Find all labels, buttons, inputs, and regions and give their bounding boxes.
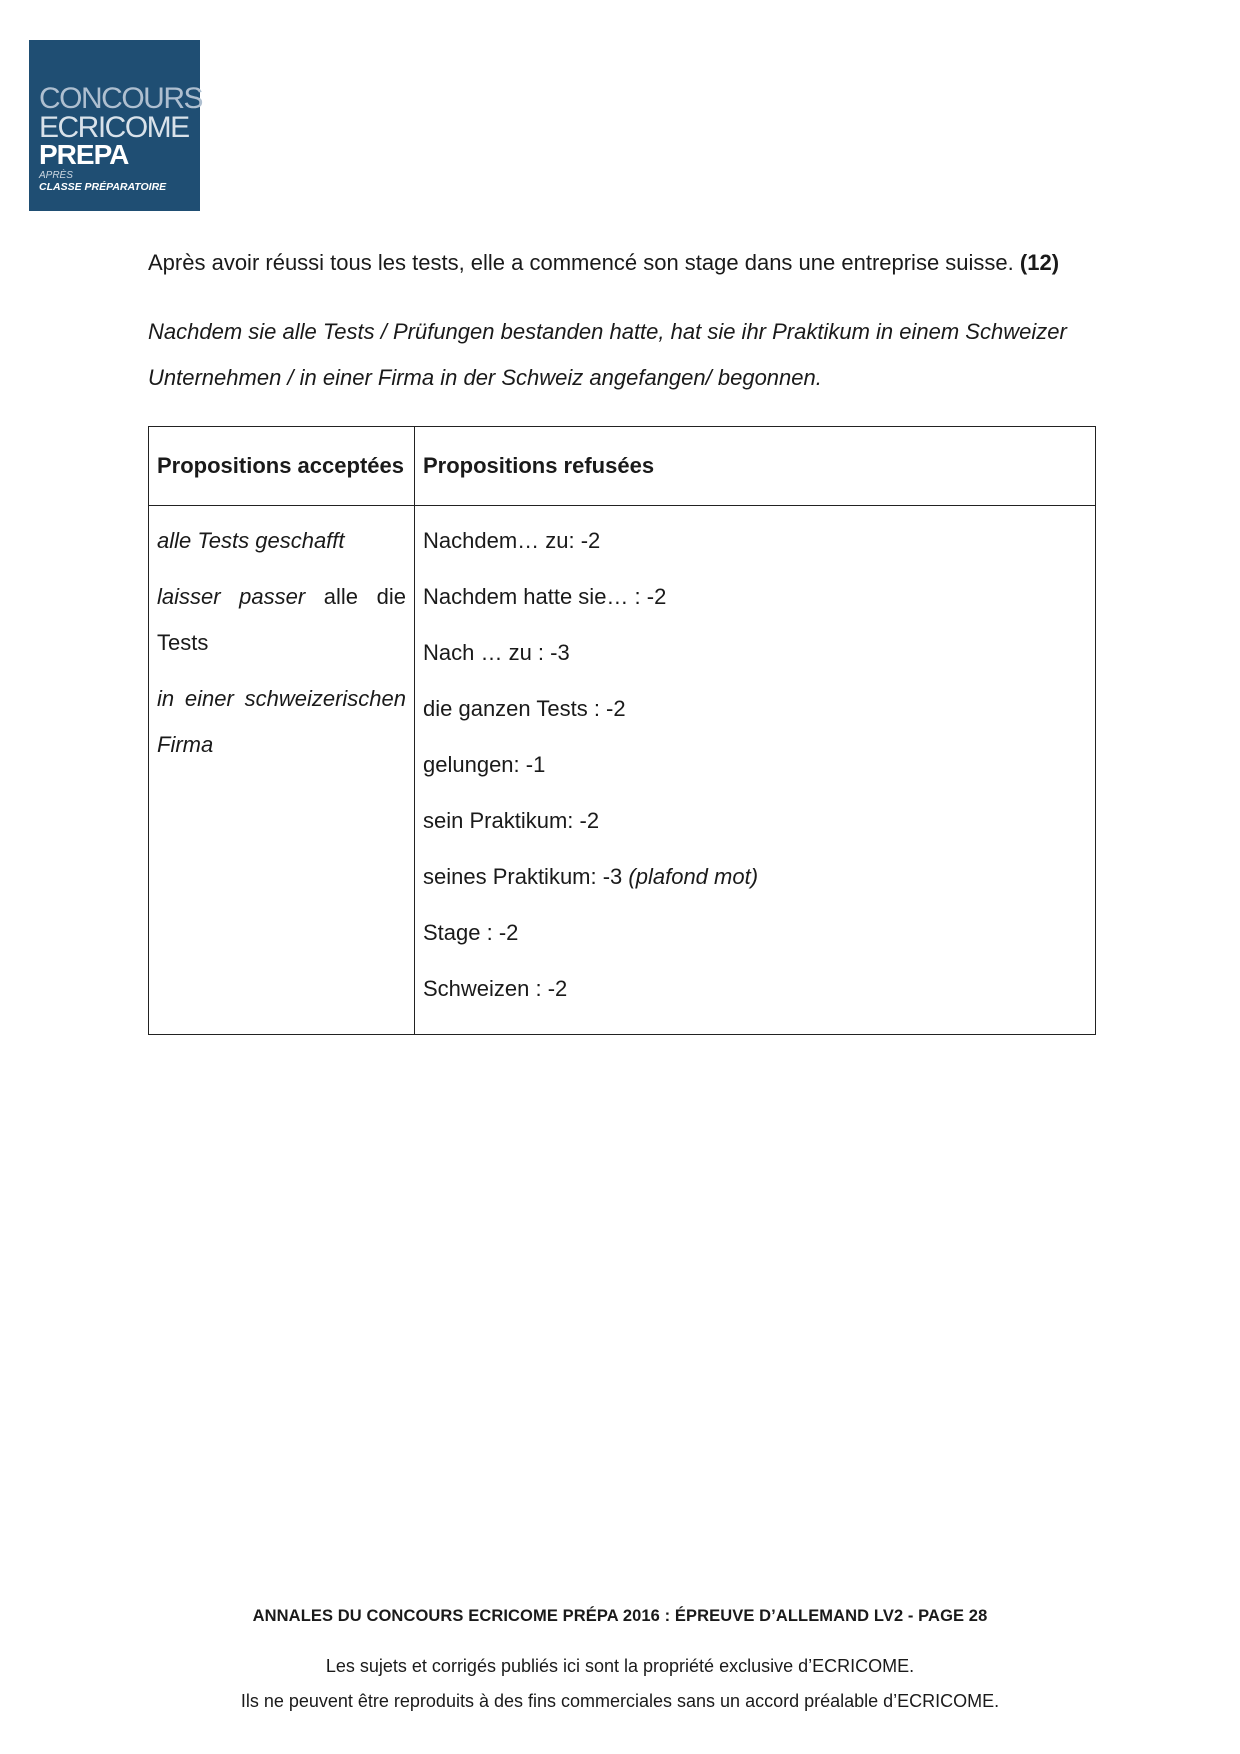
refused-item: Schweizen : -2 [423, 976, 568, 1001]
question-number: (12) [1019, 250, 1060, 275]
accepted-item: in einer schweizerischen Firma [157, 686, 406, 757]
footer-copyright-line1: Les sujets et corrigés publiés ici sont la propriété exclusive d’ECRICOME. [325, 1656, 915, 1676]
logo-line-concours: CONCOURS [39, 82, 203, 115]
accepted-cell [149, 506, 415, 1035]
model-translation: Nachdem sie alle Tests / Prüfungen bestanden hatte, hat sie ihr Praktikum in einem Schweizer Unternehmen / in einer Firma in der Schweiz angefangen/ begonnen. [148, 319, 1067, 390]
logo-line-apres: APRÈS [39, 170, 73, 181]
logo-line-prepa: PREPA [39, 139, 129, 170]
question-text: Après avoir réussi tous les tests, elle a commencé son stage dans une entreprise suisse. [148, 250, 1014, 275]
refused-item: Nach … zu : -3 [423, 640, 570, 665]
exercise-content [148, 245, 1098, 401]
grading-table [148, 426, 1096, 1035]
table-body-row [149, 506, 1096, 1035]
question-sentence [148, 245, 1098, 281]
refused-item: sein Praktikum: -2 [423, 808, 600, 833]
refused-item: Nachdem… zu: -2 [423, 528, 601, 553]
ecricome-logo [29, 40, 203, 211]
footer-copyright-line2: Ils ne peuvent être reproduits à des fins commerciales sans un accord préalable d’ECRICOME. [240, 1691, 1000, 1711]
refused-item: die ganzen Tests : -2 [423, 696, 626, 721]
table-header-row [149, 427, 1096, 506]
header-refused: Propositions refusées [415, 427, 1096, 506]
refused-item: gelungen: -1 [423, 752, 546, 777]
refused-cell [415, 506, 1096, 1035]
footer-title: ANNALES DU CONCOURS ECRICOME PRÉPA 2016 : ÉPREUVE D’ALLEMAND LV2 - PAGE 28 [252, 1607, 988, 1625]
logo-line-ecricome: ECRICOME [39, 111, 189, 144]
refused-item: seines Praktikum: -3 (plafond mot) [423, 864, 759, 889]
accepted-item: laisser passer alle die Tests [157, 584, 406, 655]
logo-line-classe-preparatoire: CLASSE PRÉPARATOIRE [39, 181, 167, 193]
refused-item: Stage : -2 [423, 920, 519, 945]
header-accepted: Propositions acceptées [149, 427, 415, 506]
accepted-item: alle Tests geschafft [157, 528, 345, 553]
refused-item: Nachdem hatte sie… : -2 [423, 584, 667, 609]
